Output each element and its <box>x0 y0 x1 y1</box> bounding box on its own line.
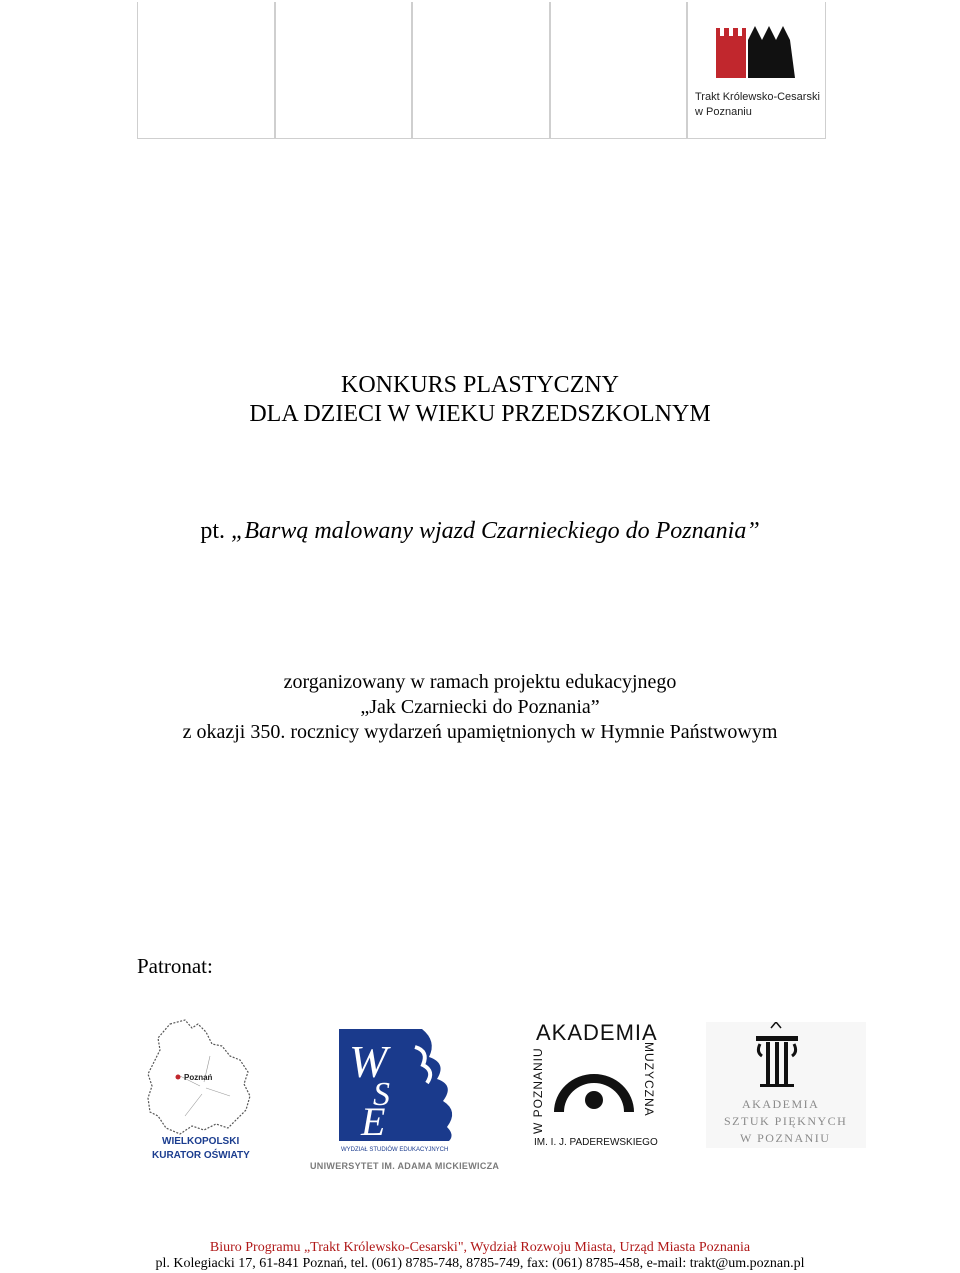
am-bottom: IM. I. J. PADEREWSKIEGO <box>534 1137 658 1148</box>
subtitle-prefix: pt. <box>200 518 231 544</box>
asp-line3: W POZNANIU <box>740 1131 831 1145</box>
svg-text:W: W <box>349 1036 388 1087</box>
kurator-line1: WIELKOPOLSKI <box>162 1136 240 1147</box>
header-box-1 <box>137 2 275 139</box>
kurator-city: Poznań <box>184 1073 213 1082</box>
header-box-3 <box>412 2 550 139</box>
org-line1: zorganizowany w ramach projektu edukacyjnego <box>283 671 677 693</box>
org-line3: z okazji 350. rocznicy wydarzeń upamiętnionych w Hymnie Państwowym <box>182 721 778 743</box>
header-box-4 <box>550 2 687 139</box>
wse-caption: WYDZIAŁ STUDIÓW EDUKACYJNYCH <box>341 1147 449 1153</box>
svg-text:S: S <box>373 1076 390 1113</box>
uam-label: UNIWERSYTET IM. ADAMA MICKIEWICZA <box>310 1161 500 1171</box>
footer-line1: Biuro Programu „Trakt Królewsko-Cesarski", Wydział Rozwoju Miasta, Urząd Miasta Poznania <box>209 1240 751 1255</box>
asp-line1: AKADEMIA <box>742 1097 820 1111</box>
subtitle-title: „Barwą malowany wjazd Czarnieckiego do Poznania” <box>230 518 760 544</box>
brand-text <box>695 90 820 120</box>
patronat-label: Patronat: <box>137 954 213 978</box>
footer-line2: pl. Kolegiacki 17, 61-841 Poznań, tel. (061) 8785-748, 8785-749, fax: (061) 8785-458, e-mail: trakt@um.poznan.pl <box>155 1256 805 1271</box>
am-left: W POZNANIU <box>531 1047 545 1134</box>
wse-logo <box>337 1027 477 1155</box>
asp-logo <box>706 1022 866 1148</box>
kurator-line2: KURATOR OŚWIATY <box>152 1150 250 1161</box>
svg-text:E: E <box>361 1099 386 1144</box>
header-box-2 <box>275 2 412 139</box>
kurator-logo <box>140 1016 265 1166</box>
title-line2: DLA DZIECI W WIEKU PRZEDSZKOLNYM <box>249 401 711 427</box>
brand-line1: Trakt Królewsko-Cesarski <box>695 91 820 103</box>
main-title <box>0 371 960 429</box>
am-top: AKADEMIA <box>536 1020 658 1045</box>
title-line1: KONKURS PLASTYCZNY <box>340 372 620 398</box>
brand-line2: w Poznaniu <box>695 106 752 118</box>
akademia-muzyczna-logo <box>528 1018 660 1150</box>
subtitle <box>0 518 960 545</box>
organization <box>0 670 960 745</box>
asp-line2: SZTUK PIĘKNYCH <box>724 1114 848 1128</box>
org-line2: „Jak Czarniecki do Poznania” <box>360 696 600 718</box>
am-right: MUZYCZNA <box>642 1042 656 1117</box>
